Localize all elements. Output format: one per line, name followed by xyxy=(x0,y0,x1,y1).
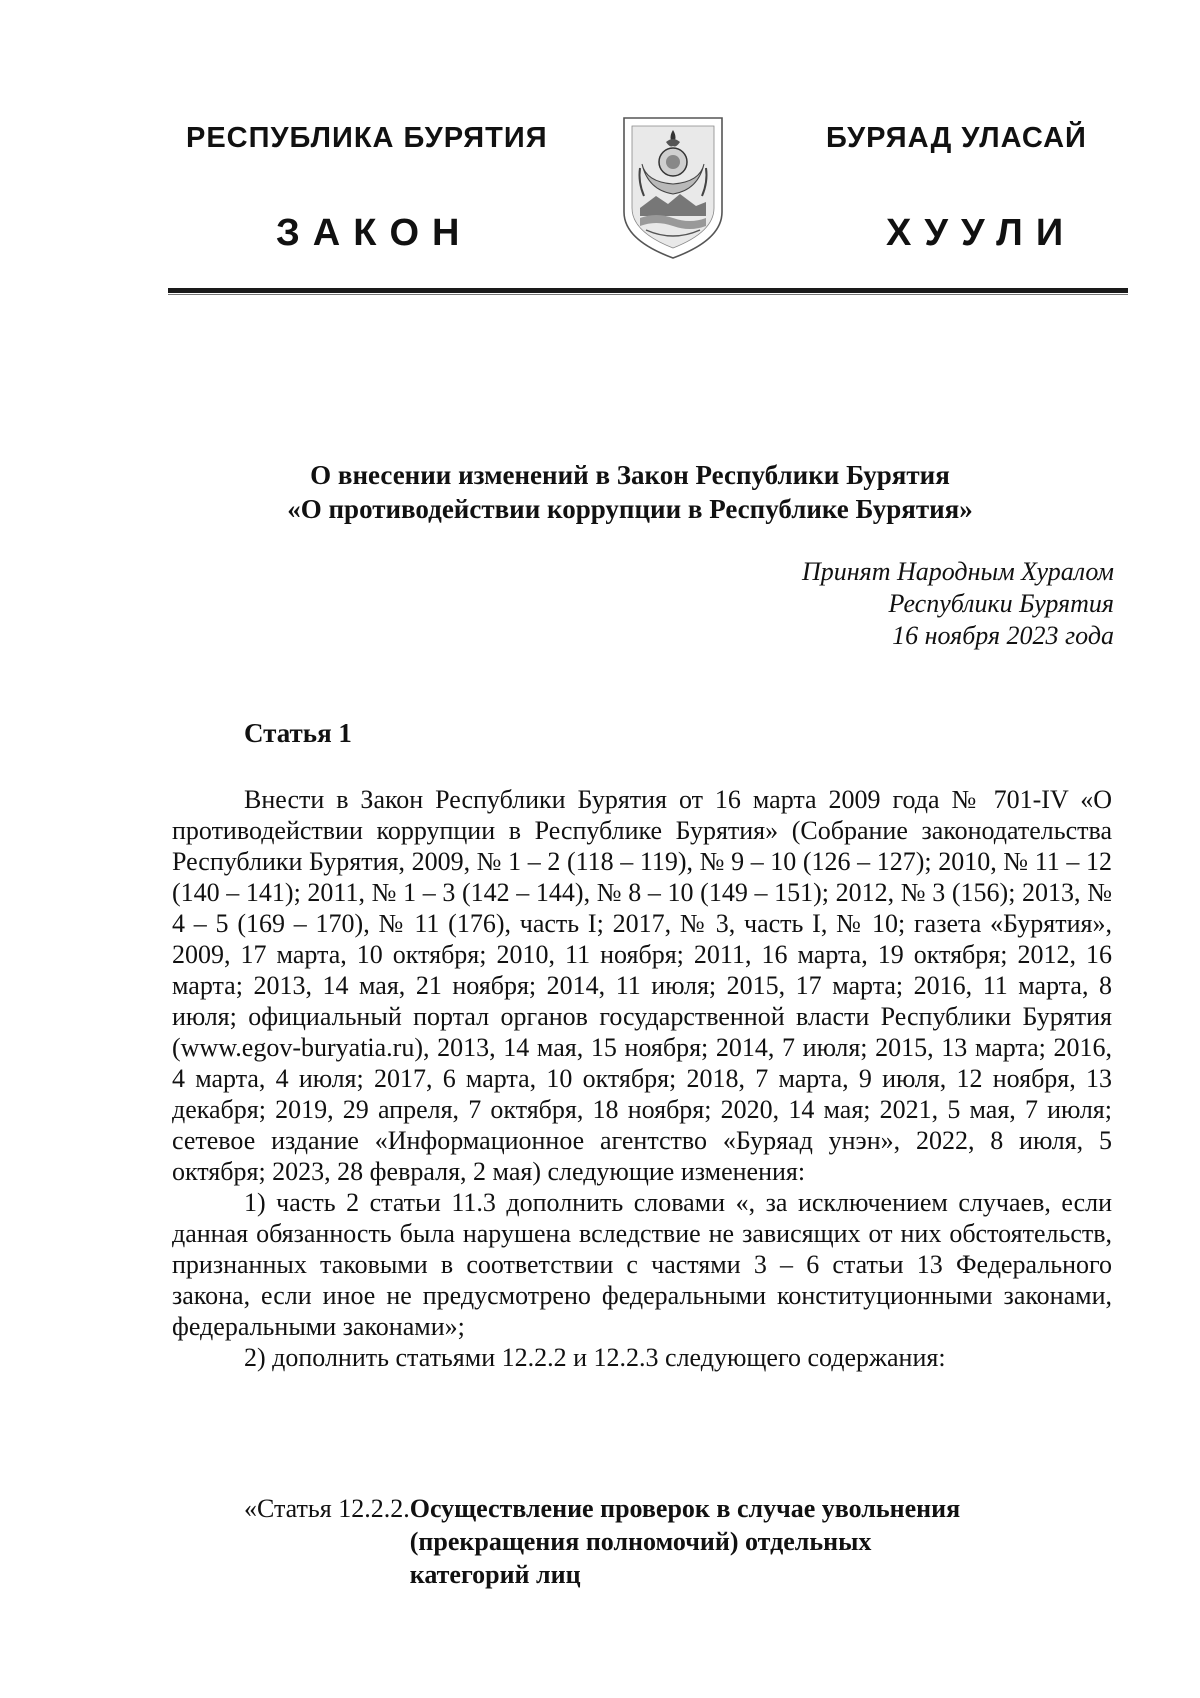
article-1-item-1: 1) часть 2 статьи 11.3 дополнить словами «, за исключением случаев, если данная обязанность была нарушена вследствие не зависящих от них обстоятельств, признанных таковыми в соответствии с частями 3 – 6 статьи 13 Федерального закона, если иное не предусмотрено федеральными конституционными законами, федеральными законами»; xyxy=(172,1188,1112,1341)
article-1-body xyxy=(172,784,1112,1373)
article-1-intro: Внести в Закон Республики Бурятия от 16 марта 2009 года № 701-IV «О противодействии коррупции в Республике Бурятия» (Собрание законодательства Республики Бурятия, 2009, № 1 – 2 (118 – 119), № 9 – 10 (126 – 127); 2010, № 11 – 12 (140 – 141); 2011, № 1 – 3 (142 – 144), № 8 – 10 (149 – 151); 2012, № 3 (156); 2013, № 4 – 5 (169 – 170), № 11 (176), часть I; 2017, № 3, часть I, № 10; газета «Бурятия», 2009, 17 марта, 10 октября; 2010, 11 ноября; 2011, 16 марта, 19 октября; 2012, 16 марта; 2013, 14 мая, 21 ноября; 2014, 11 июля; 2015, 17 марта; 2016, 11 марта, 8 июля; официальный портал органов государственной власти Республики Бурятия (www.egov-buryatia.ru), 2013, 14 мая, 15 ноября; 2014, 7 июля; 2015, 13 марта; 2016, 4 марта, 4 июля; 2017, 6 марта, 10 октября; 2018, 7 марта, 9 июля, 12 ноября, 13 декабря; 2019, 29 апреля, 7 октября, 18 ноября; 2020, 14 мая; 2021, 5 мая, 7 июля; сетевое издание «Информационное агентство «Буряад унэн», 2022, 8 июля, 5 октября; 2023, 28 февраля, 2 мая) следующие изменения: xyxy=(172,785,1112,1186)
header-law-ru: ЗАКОН xyxy=(276,212,473,254)
header-republic-bua: БУРЯАД УЛАСАЙ xyxy=(826,122,1087,154)
law-title-line2: «О противодействии коррупции в Республике Бурятия» xyxy=(287,494,973,524)
header-law-bua: ХУУЛИ xyxy=(886,212,1077,254)
article-12-2-2-heading xyxy=(244,1492,1010,1591)
article-12-2-2-title xyxy=(410,1492,1010,1591)
article-12-2-2-number: «Статья 12.2.2. xyxy=(244,1494,410,1523)
header-republic-ru: РЕСПУБЛИКА БУРЯТИЯ xyxy=(186,122,548,154)
header-divider xyxy=(168,288,1128,293)
article-12-2-2-title-line3: категорий лиц xyxy=(409,1560,581,1589)
adoption-note-line1: Принят Народным Хуралом xyxy=(801,557,1114,586)
article-1-heading: Статья 1 xyxy=(244,718,352,748)
coat-of-arms-icon xyxy=(618,112,728,262)
adoption-note-date: 16 ноября 2023 года xyxy=(892,621,1114,650)
adoption-note xyxy=(802,556,1114,652)
header-divider-thin xyxy=(168,294,1128,295)
article-12-2-2-title-line1: Осуществление проверок в случае увольнения xyxy=(409,1494,961,1523)
law-title xyxy=(200,458,1060,526)
law-title-line1: О внесении изменений в Закон Республики Бурятия xyxy=(310,460,950,490)
article-12-2-2-title-line2: (прекращения полномочий) отдельных xyxy=(409,1527,872,1556)
article-1-item-2: 2) дополнить статьями 12.2.2 и 12.2.3 следующего содержания: xyxy=(244,1343,946,1372)
adoption-note-line2: Республики Бурятия xyxy=(888,589,1114,618)
